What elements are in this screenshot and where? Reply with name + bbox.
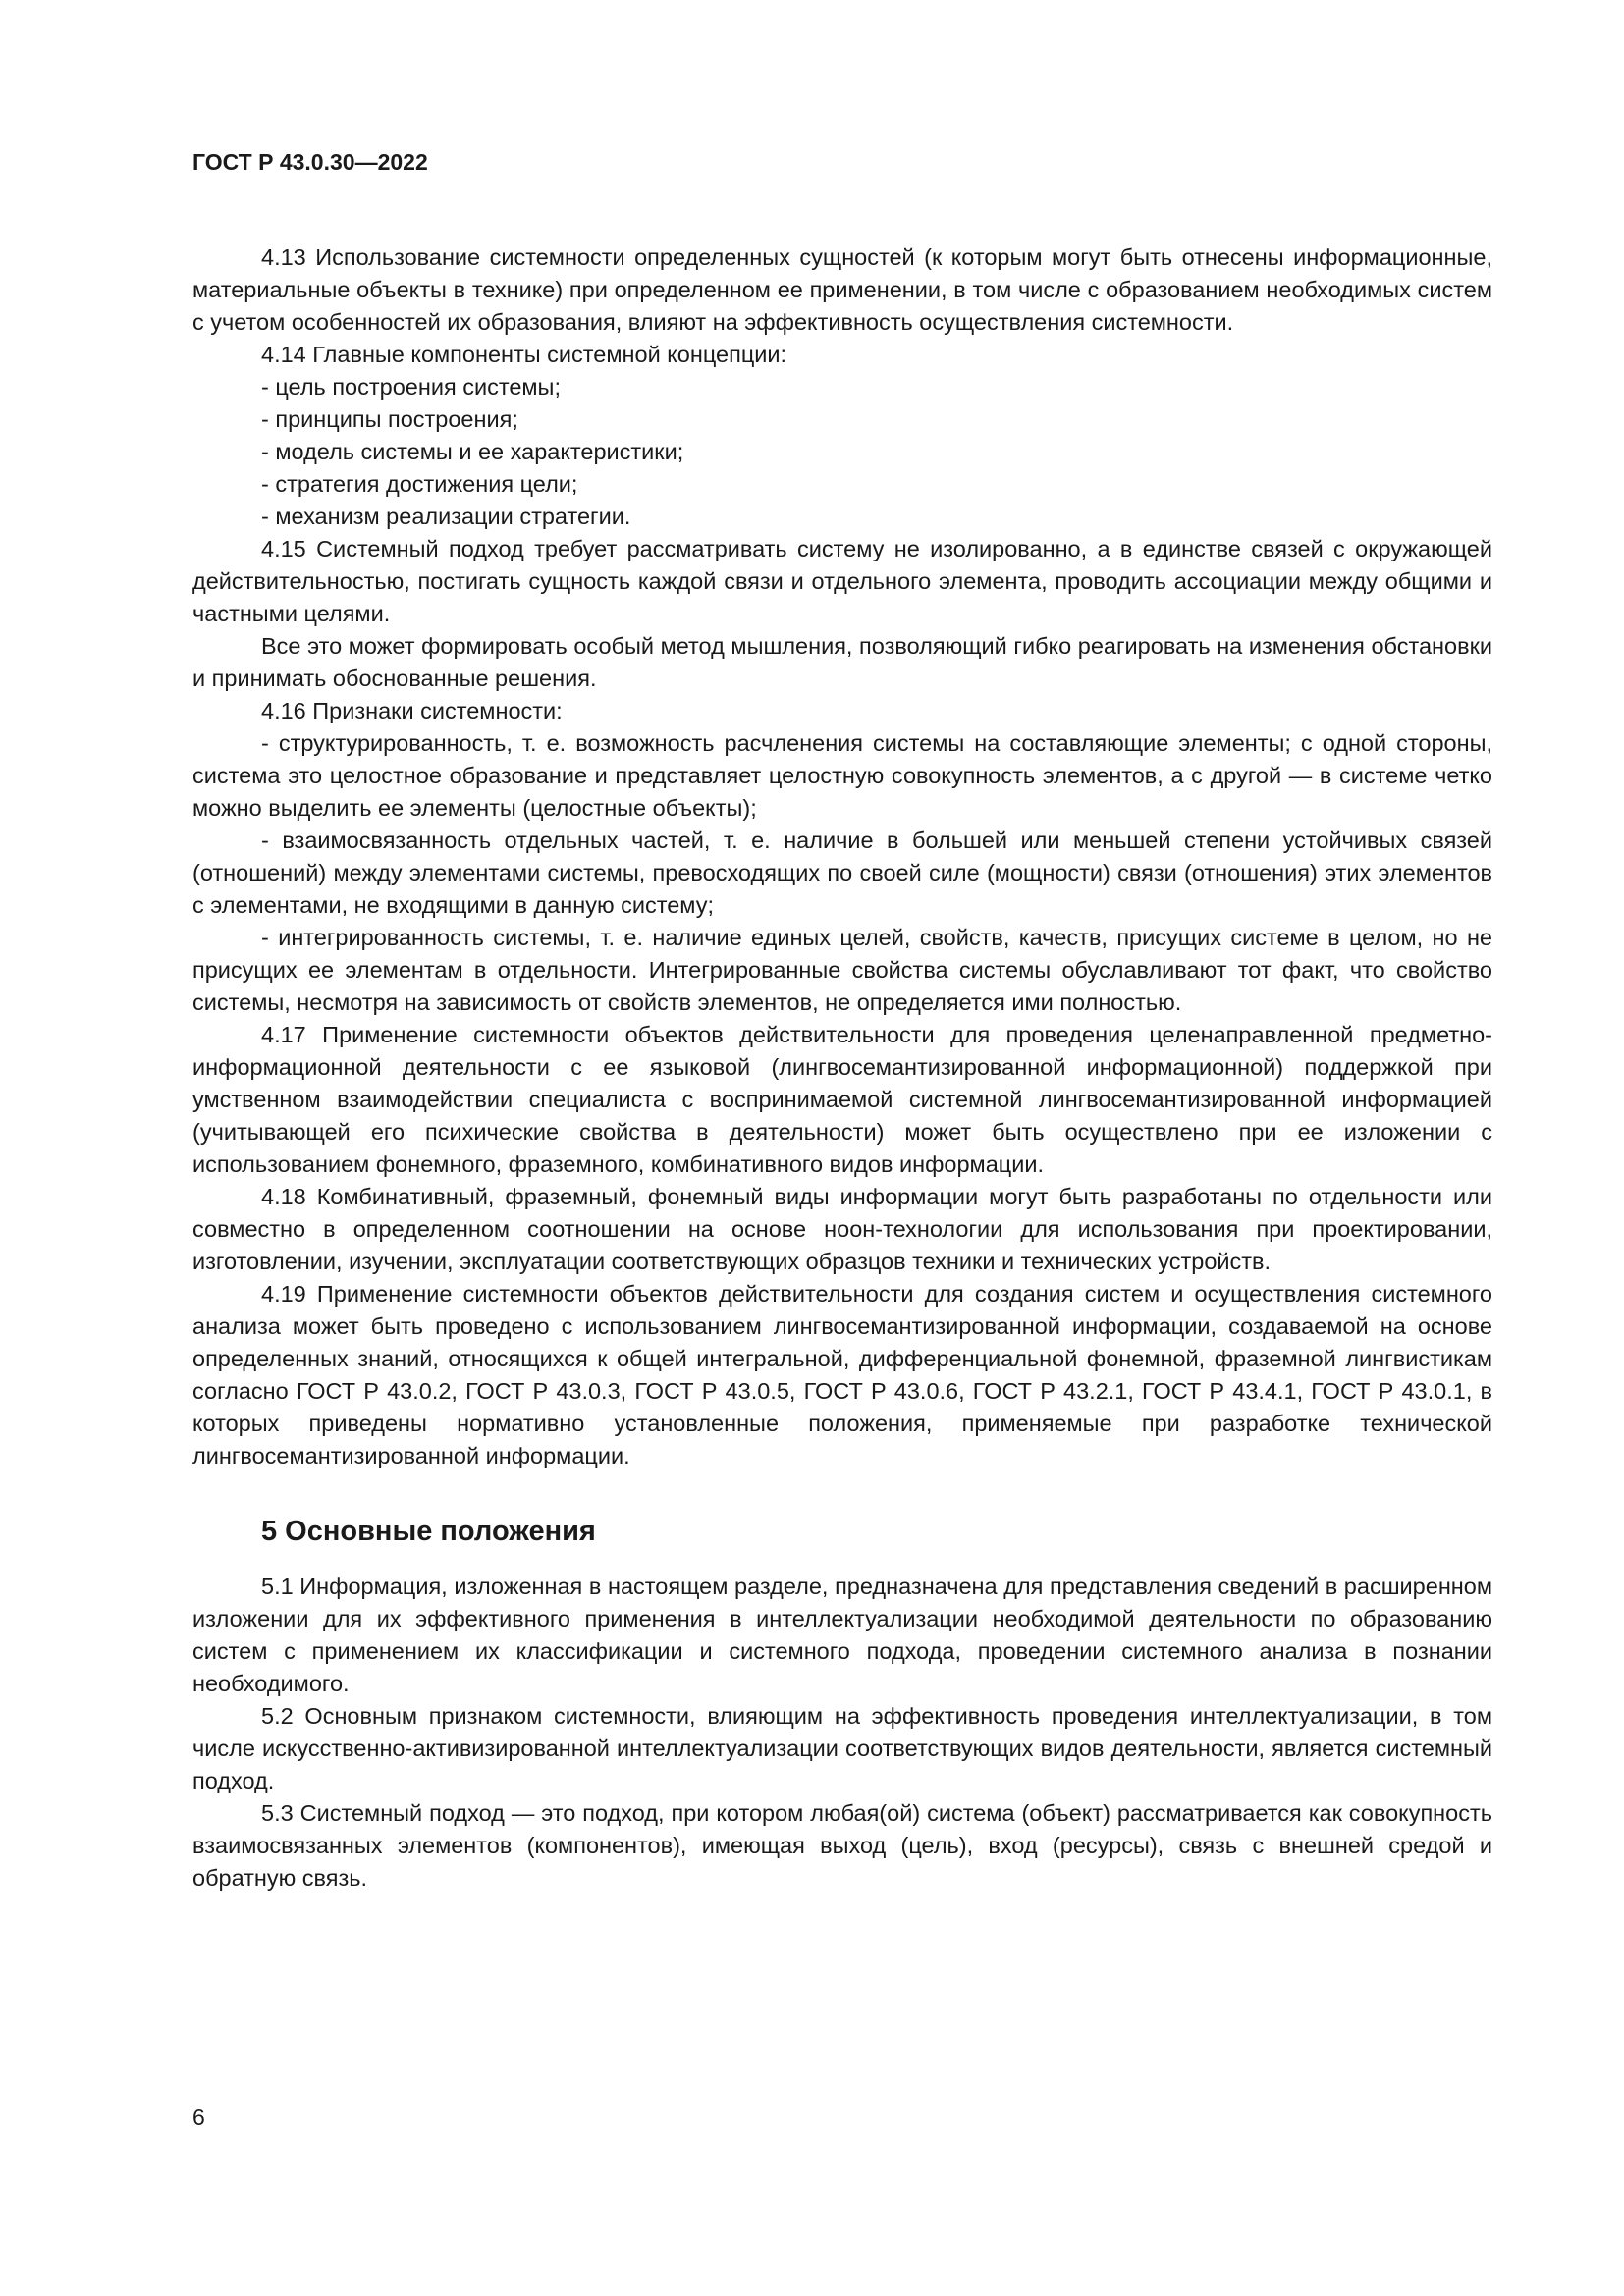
list-item-principles: - принципы построения; [261,406,518,432]
paragraph-4-15-continued: Все это может формировать особый метод мышления, позволяющий гибко реагировать на изменения обстановки и принимать обоснованные решения. [192,633,1492,691]
paragraph-5-2: 5.2 Основным признаком системности, влияющим на эффективность проведения интеллектуализации, в том числе искусственно-активизированной интеллектуализации соответствующих видов деятельности, является системный подход. [192,1703,1492,1793]
page-number: 6 [192,2105,205,2130]
section-5-title: 5 Основные положения [261,1516,596,1547]
paragraph-5-3: 5.3 Системный подход — это подход, при котором любая(ой) система (объект) рассматривается как совокупность взаимосвязанных элементов (компонентов), имеющая выход (цель), вход (ресурсы), связь с внешней средой и обратную связь. [192,1800,1492,1891]
list-item-mechanism: - механизм реализации стратегии. [261,504,631,529]
list-item-goal: - цель построения системы; [261,374,561,400]
section-5-text [192,1571,1492,1895]
standard-number-header: ГОСТ Р 43.0.30—2022 [192,149,428,175]
paragraph-4-17: 4.17 Применение системности объектов действительности для проведения целенаправленной предметно-информационной деятельности с ее языковой (лингвосемантизированной информационной) поддержкой при умственном взаимодействии специалиста с воспринимаемой системной лингвосемантизированной информацией (учитывающей его психические свойства в деятельности) может быть осуществлено при ее изложении с использованием фонемного, фраземного, комбинативного видов информации. [192,1022,1492,1177]
list-item-interconnected: - взаимосвязанность отдельных частей, т. е. наличие в большей или меньшей степени устойчивых связей (отношений) между элементами системы, превосходящих по своей силе (мощности) связи (отношения) этих элементов с элементами, не входящими в данную систему; [192,828,1492,918]
section-4-text [192,241,1492,1472]
paragraph-4-15: 4.15 Системный подход требует рассматривать систему не изолированно, а в единстве связей с окружающей действительностью, постигать сущность каждой связи и отдельного элемента, проводить ассоциации между общими и частными целями. [192,536,1492,626]
paragraph-4-18: 4.18 Комбинативный, фраземный, фонемный виды информации могут быть разработаны по отдельности или совместно в определенном соотношении на основе ноон-технологии для использования при проектировании, изготовлении, изучении, эксплуатации соответствующих образцов техники и технических устройств. [192,1184,1492,1274]
list-item-model: - модель системы и ее характеристики; [261,439,684,464]
list-item-integrated: - интегрированность системы, т. е. наличие единых целей, свойств, качеств, присущих системе в целом, но не присущих ее элементам в отдельности. Интегрированные свойства системы обуславливают тот факт, что свойство системы, несмотря на зависимость от свойств элементов, не определяется ими полностью. [192,925,1492,1015]
list-item-structured: - структурированность, т. е. возможность расчленения системы на составляющие элементы; с одной стороны, система это целостное образование и представляет целостную совокупность элементов, а с другой — в системе четко можно выделить ее элементы (целостные объекты); [192,730,1492,821]
paragraph-4-19: 4.19 Применение системности объектов действительности для создания систем и осуществления системного анализа может быть проведено с использованием лингвосемантизированной информации, создаваемой на основе определенных знаний, относящихся к общей интегральной, дифференциальной фонемной, фраземной лингвистикам согласно ГОСТ Р 43.0.2, ГОСТ Р 43.0.3, ГОСТ Р 43.0.5, ГОСТ Р 43.0.6, ГОСТ Р 43.2.1, ГОСТ Р 43.4.1, ГОСТ Р 43.0.1, в которых приведены нормативно установленные положения, применяемые при разработке технической лингвосемантизированной информации. [192,1281,1492,1468]
paragraph-4-13: 4.13 Использование системности определенных сущностей (к которым могут быть отнесены информационные, материальные объекты в технике) при определенном ее применении, в том числе с образованием необходимых систем с учетом особенностей их образования, влияют на эффективность осуществления системности. [192,244,1492,335]
paragraph-4-16: 4.16 Признаки системности: [261,698,563,723]
paragraph-5-1: 5.1 Информация, изложенная в настоящем разделе, предназначена для представления сведений в расширенном изложении для их эффективного применения в интеллектуализации необходимой деятельности по образованию систем с применением их классификации и системного подхода, проведении системного анализа в познании необходимого. [192,1574,1492,1696]
paragraph-4-14: 4.14 Главные компоненты системной концепции: [261,342,787,367]
document-page [192,147,1492,1895]
list-item-strategy: - стратегия достижения цели; [261,471,578,497]
